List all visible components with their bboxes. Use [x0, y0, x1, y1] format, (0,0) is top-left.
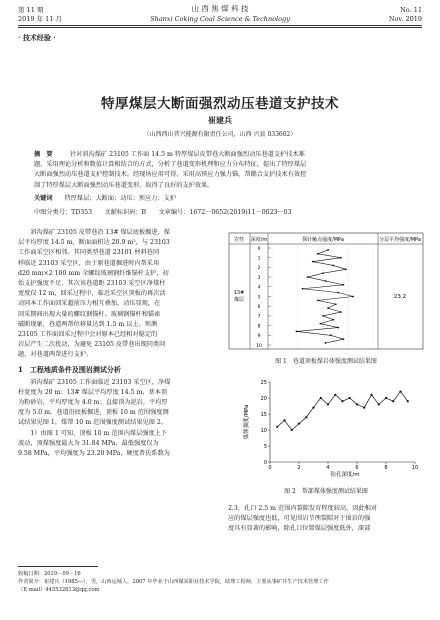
abstract [34, 150, 408, 191]
fig1-point [340, 311, 342, 313]
para-line: 样临近 23103 采空区，由于原巷道掘进时内帮采用 [18, 259, 160, 267]
fig2-y-tick-label: 10 [260, 427, 267, 434]
fig2-axes [261, 380, 419, 471]
footnote-rule [18, 566, 98, 567]
fig1-depth-tick-label: 10 [256, 343, 262, 349]
fig2-y-tick-label: 25 [260, 379, 267, 386]
fig2-points [276, 391, 409, 432]
keywords-label: 关键词 [34, 195, 53, 202]
section-1-heading: 1 工程地质条件及围岩测试分析 [18, 364, 121, 374]
fig2-x-tick-label: 2 [297, 465, 301, 471]
fig1-point [312, 261, 314, 263]
fig2-point [276, 426, 278, 428]
fig2-point [356, 403, 358, 405]
para-line: 层平均厚度 14.5 m，断面面积达 20.9 m²，与 23103 [18, 239, 170, 247]
abstract-label: 摘 要 [34, 151, 53, 158]
fig2-strength-curve [277, 392, 408, 430]
fig1-col-depth: 深度/m [250, 237, 268, 243]
para-line: 2.3，孔口 2.5 m 范围内裂隙发育程度较高，因此相对 [228, 505, 378, 512]
figure-1-caption: 图 1 巷道顶板煤岩体强度测试结果图 [275, 358, 377, 365]
issue-cn: 第 11 期 [18, 6, 44, 14]
fig1-point [343, 284, 345, 286]
fig1-col-avg: 分层平均强度/MPa [379, 237, 421, 243]
para-line: 应的煤层强度也低，可见围岩节理裂隙对于围岩的强 [228, 515, 371, 523]
fig1-strength-ticks [272, 244, 374, 349]
fig2-point [370, 394, 372, 396]
fig2-point [378, 403, 380, 405]
fig2-point [407, 400, 409, 402]
fig2-xlabel: 钻孔深度/m [330, 472, 360, 478]
abstract-line: 大断面强烈动压巷道支护控制技术。经现场应用可得，采用高预应力强力锚、帮耦合支护技术有效控 [34, 171, 307, 179]
para-line: 9.58 MPa，平均强度为 23.20 MPa，硬度普氏系数为 [18, 450, 170, 458]
fig1-avg-value: 23.2 [393, 294, 407, 300]
fig2-point [334, 394, 336, 396]
fig1-point [337, 292, 339, 294]
para-line: 始支护强度不足，其次该巷道距 23103 采空区净煤柱 [18, 280, 166, 288]
footnote-email: （E-mail）445532813@qq.com [18, 587, 100, 593]
article-affiliation: （山西西山晋兴能源有限责任公司，山西 兴县 033602） [143, 131, 297, 138]
fig1-depth-tick-label: 6 [257, 305, 261, 310]
fig1-depth-ticks [256, 246, 271, 349]
fig1-depth-tick-label: 5 [257, 295, 261, 301]
fig1-point [335, 303, 337, 305]
fig1-depth-tick-label: 9 [257, 334, 261, 340]
para-line: 岩层产生二次扰动，为避免 23105 皮带巷出现同类问 [18, 341, 166, 349]
fig2-x-tick-label: 4 [326, 465, 330, 471]
date-cn: 2019 年 11 月 [18, 15, 63, 23]
fig2-x-tick-label: 6 [355, 465, 359, 471]
fig1-point [352, 296, 354, 298]
para-line: 斜沟煤矿 23105 工作面临近 23103 采空区，净煤 [18, 378, 171, 386]
fig1-point [337, 327, 339, 329]
fig1-depth-tick-label: 7 [257, 314, 261, 320]
fig2-point [392, 400, 394, 402]
para-line: 度具有显著的影响，除孔口位置煤层强度低外，深部 [228, 525, 371, 533]
fig1-point [307, 276, 309, 278]
fig1-point [322, 315, 324, 317]
fig2-y-tick-label: 0 [263, 459, 267, 466]
fig1-depth-tick-label: 4 [257, 285, 261, 291]
figure-2 [240, 376, 420, 480]
abstract-line: 题，采用理论分析和数值计算相结合的方式，分析了巷道变形机理和应力分布特征，提出了特厚煤层 [34, 161, 307, 169]
figure-1 [228, 232, 424, 350]
fig1-depth-tick-label: 0 [257, 246, 261, 252]
para-line: 1）由图 1 可知，顶板 10 m 范围内煤层强度上下 [18, 429, 168, 437]
header-rule-top [18, 25, 422, 26]
issue-en: No. 11 [400, 6, 422, 14]
fig1-point [317, 299, 319, 301]
para-line: 回采期间出现大量的螺纹钢锚杆、玻璃钢锚杆和锚索 [18, 310, 161, 318]
abstract-line: 制了特厚煤层大断面强烈动压巷道变形，取得了良好的支护效果。 [34, 181, 214, 189]
para-line: 为粉砂岩，平均厚度为 4.0 m；直接顶为泥岩，平均厚 [18, 399, 168, 407]
fig2-ylabel: 煤体强度/MPa [244, 404, 250, 440]
para-line: d20 mm×2 100 mm 全螺纹玻璃钢纤维锚杆支护，初 [18, 269, 169, 277]
header-rule-bottom [18, 27, 422, 28]
fig1-point [325, 280, 327, 282]
fig2-point [312, 407, 314, 409]
footnote [18, 570, 422, 594]
fig2-point [399, 391, 401, 393]
abstract-line: 针对斜沟煤矿 23105 工作面 14.5 m 特厚煤层皮带巷大断面强烈动压巷道支护技术难 [70, 151, 305, 158]
para-line: 23105 工作面回采过程中会对原本已经相对稳定的 [18, 331, 158, 339]
para-line: 度为 5.0 m。巷道沿底板掘进，顶板 10 m 范围强度测 [18, 409, 169, 417]
date-en: Nov. 2019 [388, 15, 422, 23]
fig2-point [298, 423, 300, 425]
fig2-point [327, 403, 329, 405]
footnote-received: 收稿日期：2019－09－16 [18, 571, 81, 577]
para-line: 柱宽度为 20 m；13# 煤层平均厚度 14.5 m，基本顶 [18, 388, 168, 396]
left-column-body [18, 228, 218, 459]
para-line: 题，对巷道两帮进行支护。 [18, 351, 93, 359]
article-author: 崔建兵 [208, 115, 232, 125]
figure-2-caption: 图 2 帮部煤体强度测试结果图 [284, 488, 368, 495]
footnote-bio: 作者简介：崔建兵（1985—），男，山西运城人，2007 年毕业于山西煤炭职业技术学院，助理工程师，主要从事矿井生产技术管理工作 [18, 579, 329, 585]
para-line: 试结果见图 1，煤帮 10 m 范围强度测试结果见图 2。 [18, 419, 168, 427]
fig1-layer-label-2: 煤层 [233, 297, 245, 303]
fig2-point [341, 400, 343, 402]
fig1-point [296, 331, 298, 333]
fig1-point [332, 319, 334, 321]
para-line: 动同本工作面回采超前压力相互叠加，动压显现，在 [18, 300, 161, 308]
article-title: 特厚煤层大断面强烈动压巷道支护技术 [101, 96, 339, 112]
fig1-point [317, 253, 319, 255]
fig1-point [332, 265, 334, 267]
para-line: 波动，顶煤强度最大为 31.84 MPa，最低强度仅为 [18, 439, 159, 447]
journal-name-en: Shanxi Coking Coal Science & Technology [150, 15, 290, 23]
journal-name-cn: 山 西 焦 煤 科 技 [191, 4, 249, 13]
fig2-x-tick-label: 10 [411, 465, 419, 471]
fig2-point [349, 397, 351, 399]
fig1-col-lithology: 岩性 [233, 237, 245, 243]
fig1-point [302, 288, 304, 290]
para-line: 斜沟煤矿 23105 皮带巷沿 13# 煤层底板掘进，煤 [18, 229, 170, 236]
fig2-x-tick-label: 8 [384, 465, 388, 471]
fig1-point [343, 338, 345, 340]
right-column-body [228, 504, 424, 535]
fig1-point [330, 334, 332, 336]
keywords: 特厚煤层；大断面；动压；预应力；支护 [64, 195, 176, 202]
fig2-y-tick-label: 20 [260, 395, 267, 402]
fig1-point [322, 272, 324, 274]
fig2-point [283, 419, 285, 421]
fig1-layer-label-1: 13# [233, 290, 245, 296]
fig1-col-curve: 探针触点强度/MPa [302, 237, 344, 243]
fig1-strength-curve [296, 250, 353, 343]
fig1-depth-tick-label: 8 [257, 324, 261, 330]
fig1-point [327, 307, 329, 309]
fig2-point [291, 429, 293, 431]
keywords-row [34, 194, 408, 204]
fig1-point [325, 342, 327, 344]
para-line: 宽度仅 12 m，回采过程中，临近采空区顶板的再次活 [18, 290, 166, 298]
fig1-depth-tick-label: 2 [257, 266, 261, 272]
fig2-point [320, 397, 322, 399]
fig2-y-tick-label: 15 [260, 411, 267, 418]
fig2-point [385, 397, 387, 399]
para-line: 工作面采空区相邻。其同类型巷道 23101 材料巷同 [18, 249, 160, 257]
column-label: · 技术经验 · [18, 33, 56, 42]
fig1-depth-tick-label: 1 [257, 256, 261, 262]
fig1-points [296, 249, 354, 344]
fig1-point [327, 249, 329, 251]
fig1-point [345, 268, 347, 270]
fig1-point [340, 257, 342, 259]
fig2-y-tick-label: 5 [263, 443, 267, 450]
fig1-depth-tick-label: 3 [257, 275, 261, 281]
fig1-point [320, 323, 322, 325]
classification-line: 中图分类号：TD353 文献标识码：B 文章编号：1672－0652(2019)11－0023－03 [34, 209, 292, 216]
fig1-layer-label [234, 290, 245, 303]
fig2-x-tick-label: 0 [268, 465, 272, 471]
fig2-point [305, 416, 307, 418]
fig2-point [363, 407, 365, 409]
para-line: 破断现象，巷道两帮位移量达到 1.5 m 以上。预测 [18, 320, 158, 328]
